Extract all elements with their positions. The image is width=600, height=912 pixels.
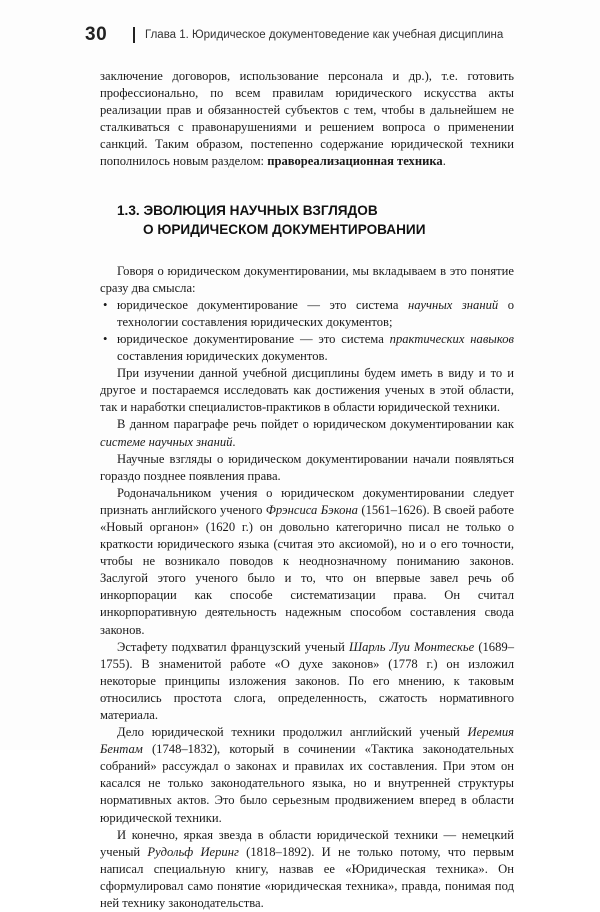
paragraph: При изучении данной учебной дисциплины будем иметь в виду и то и другое и постараемся исследовать как достижения ученых в этой области, так и наработки специалистов-практиков в области юридической техники. [100,366,514,415]
page-body [100,68,514,912]
paragraph-intro: заключение договоров, использование персонала и др.), т.е. готовить профессионально, по всем правилам юридического искусства акты реализации прав и обязанностей субъектов с тем, чтобы в дальнейшем не сталкиваться с правонарушениями и решением вопроса о применении санкций. Таким образом, постепенно содержание юридической техники пополнилось новым разделом: правореализационная техника. [100,69,514,169]
paragraph: Родоначальником учения о юридическом документировании следует признать английского ученого Фрэнсиса Бэкона (1561–1626). В своей работе «Новый органон» (1620 г.) он довольно категорично писал не только о краткости юридического языка (считая это аксиомой), но и о его точности, чтобы не возникало поводов к неоднозначному пониманию законов. Заслугой этого ученого было и то, что он впервые завел речь об инкорпорации как способе систематизации права. Он считал инкорпоративную деятельность надежным способом составления свода законов. [100,485,514,637]
paragraph: И конечно, яркая звезда в области юридической техники — немецкий ученый Рудольф Иеринг (1818–1892). И не только потому, что первым написал специальную книгу, назвав ее «Юридическая техника». Он сформулировал само понятие «юридическая техника», правда, понимая под ней технику законодательства. [100,827,514,911]
paragraph: Дело юридической техники продолжил английский ученый Иеремия Бентам (1748–1832), который в сочинении «Тактика законодательных собраний» рассуждал о законах и правилах их составления. При этом он касался не только законодательного языка, но и внутренней структуры нормативных актов. Это было серьезным продвижением вперед в области юридической техники. [100,725,514,825]
paragraph: Научные взгляды о юридическом документировании начали появляться гораздо позднее появления права. [100,451,514,483]
bold-term: правореализационная техника [267,154,443,169]
bullet-marker: • [103,297,108,312]
running-header [85,24,560,52]
scholar-name: Иеремия Бентам [100,725,514,757]
section-title-line-1: 1.3. ЭВОЛЮЦИЯ НАУЧНЫХ ВЗГЛЯДОВ [117,202,378,218]
scholar-name: Шарль Луи Монтескье [348,639,475,654]
paragraph: Эстафету подхватил французский ученый Шарль Луи Монтескье (1689–1755). В знаменитой работе «О духе законов» (1778 г.) он изложил некоторые принципы изложения законов. По его мнению, к таковым относились простота слога, определенность, сжатость нормативного материала. [100,639,514,722]
bullet-list [100,297,514,365]
bullet-item: • юридическое документирование — это система научных знаний о технологии составления юридических документов; [103,297,515,329]
chapter-running-title: Глава 1. Юридическое документоведение как учебная дисциплина [145,29,504,41]
paragraph: Говоря о юридическом документировании, мы вкладываем в это понятие сразу два смысла: [100,263,514,295]
header-divider [133,27,135,43]
bullet-marker: • [103,331,108,346]
scholar-name: Фрэнсиса Бэкона [265,502,358,517]
italic-term: системе научных знаний [100,434,233,449]
paragraph: В данном параграфе речь пойдет о юридическом документировании как системе научных знаний. [100,417,514,449]
bullet-item: • юридическое документирование — это система практических навыков составления юридических документов. [103,331,515,364]
italic-term: практических навыков [389,331,515,346]
section-heading [117,201,514,239]
italic-term: научных знаний [408,297,499,312]
section-title-line-2: О ЮРИДИЧЕСКОМ ДОКУМЕНТИРОВАНИИ [143,221,426,237]
scholar-name: Рудольф Иеринг [147,844,239,859]
page-number: 30 [85,24,108,45]
